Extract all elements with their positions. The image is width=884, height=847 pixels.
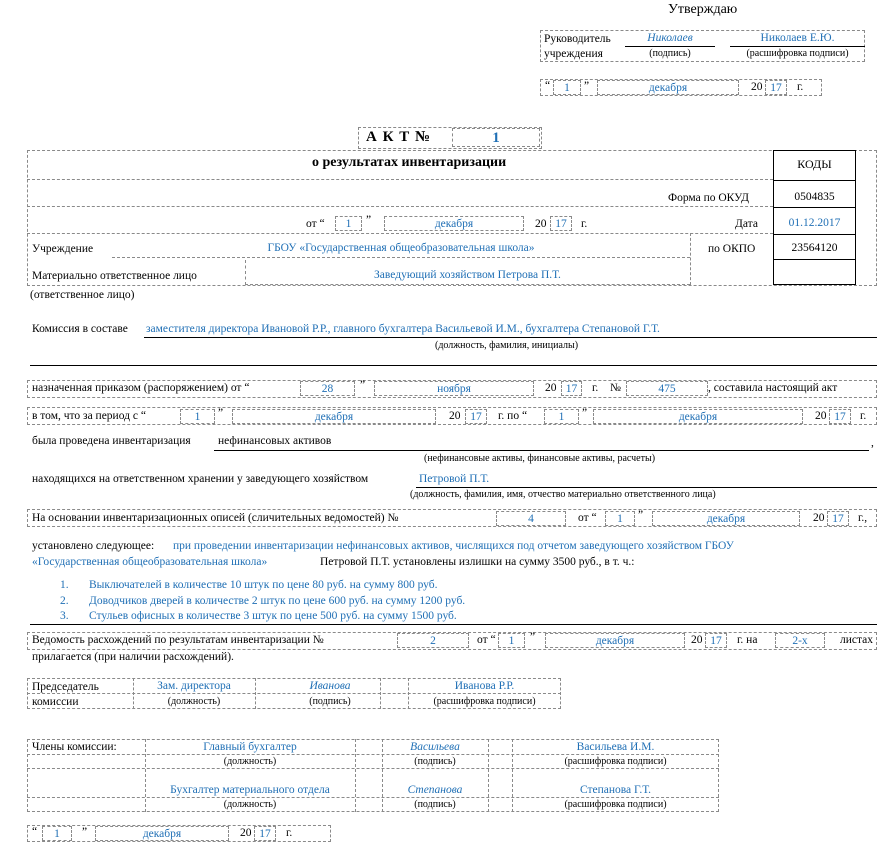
final-year-unit: г. (286, 827, 293, 839)
basis-year: 17 (827, 511, 849, 526)
statement-month: декабря (545, 633, 685, 648)
basis-year-unit: г., (858, 512, 868, 524)
commission-value: заместителя директора Ивановой Р.Р., главного бухгалтера Васильевой И.М., бухгалтера Степановой Г.Т. (146, 323, 660, 335)
codes-sep-4 (773, 259, 856, 260)
date-label: Дата (735, 218, 758, 230)
findings-line (30, 624, 877, 625)
order-num-sign: № (610, 382, 621, 394)
commission-line-2 (30, 365, 877, 366)
approve-year-prefix: 20 (751, 81, 763, 93)
statement-year-prefix: 20 (691, 634, 703, 646)
act-number: 1 (452, 128, 540, 147)
period-from-year: 17 (465, 409, 487, 424)
head-label-2: учреждения (544, 48, 603, 60)
members-sep-1 (27, 754, 719, 755)
approve-line-sig (625, 46, 715, 47)
members-label: Члены комиссии: (32, 741, 117, 753)
approve-q-open: “ (545, 80, 551, 92)
custody-caption: (должность, фамилия, имя, отчество материально ответственного лица) (410, 489, 716, 500)
chairman-position: Зам. директора (157, 680, 231, 692)
responsible-line (245, 284, 690, 285)
custody-line (416, 487, 877, 488)
codes-sep-1 (773, 180, 856, 181)
okpo-value: 23564120 (791, 242, 838, 254)
custody-value: Петровой П.Т. (419, 473, 490, 485)
period-year-prefix-1: 20 (449, 410, 461, 422)
inventory-value: нефинансовых активов (218, 435, 332, 447)
basis-from: от “ (578, 512, 597, 524)
institution-sep (690, 233, 691, 285)
final-month: декабря (95, 826, 229, 841)
institution-line (112, 257, 690, 258)
order-year: 17 (561, 381, 582, 396)
order-q-close: ” (360, 379, 366, 391)
findings-item-num: 2. (60, 595, 69, 607)
period-to-label: г. по “ (498, 410, 528, 422)
member-cap-position: (должность) (223, 756, 277, 767)
chairman-col-3 (380, 678, 381, 709)
member-cap-signature: (подпись) (414, 799, 456, 810)
findings-item-text: Стульев офисных в количестве 3 штук по цене 500 руб. на сумму 1500 руб. (89, 610, 457, 622)
custody-label: находящихся на ответственном хранении у заведующего хозяйством (32, 473, 369, 485)
period-from-day: 1 (180, 409, 215, 424)
approve-year-unit: г. (797, 81, 804, 93)
commission-caption: (должность, фамилия, инициалы) (435, 340, 579, 351)
findings-item-text: Доводчиков дверей в количестве 2 штук по цене 600 руб. на сумму 1200 руб. (89, 595, 466, 607)
okud-value: 0504835 (794, 191, 835, 203)
findings-item-num: 3. (60, 610, 69, 622)
period-to-month: декабря (593, 409, 803, 424)
final-day: 1 (42, 826, 72, 841)
statement-sheets: 2-х (775, 633, 825, 648)
codes-sep-2 (773, 207, 856, 208)
okpo-label: по ОКПО (708, 243, 756, 255)
findings-label: установлено следующее: (32, 540, 155, 552)
period-to-day: 1 (544, 409, 579, 424)
chairman-cap-name: (расшифровка подписи) (433, 696, 536, 707)
basis-number: 4 (496, 511, 566, 526)
commission-label: Комиссия в составе (32, 323, 128, 335)
statement-sheets-label: листах (840, 634, 874, 646)
members-col-2 (355, 739, 356, 812)
chairman-cap-position: (должность) (167, 696, 221, 707)
members-col-4 (488, 739, 489, 812)
order-number: 475 (626, 381, 708, 396)
period-year-prefix-2: 20 (815, 410, 827, 422)
responsible-value: Заведующий хозяйством Петрова П.Т. (374, 269, 561, 281)
chairman-col-2 (255, 678, 256, 709)
basis-q-close: ” (638, 509, 644, 521)
responsible-caption: (ответственное лицо) (30, 289, 135, 301)
chairman-signature: Иванова (309, 680, 351, 692)
approve-month: декабря (597, 80, 739, 95)
date-value: 01.12.2017 (788, 217, 841, 229)
codes-sep-3 (773, 234, 856, 235)
basis-label: На основании инвентаризационных описей (сличительных ведомостей) № (32, 512, 399, 524)
order-year-prefix: 20 (545, 382, 557, 394)
period-label: в том, что за период с “ (32, 410, 146, 422)
member-position: Главный бухгалтер (203, 741, 297, 753)
final-year-prefix: 20 (240, 827, 252, 839)
final-q-open: “ (32, 826, 38, 838)
act-year: 17 (550, 216, 572, 231)
period-from-month: декабря (232, 409, 436, 424)
approve-line-name (730, 46, 865, 47)
statement-q-close: ” (530, 631, 536, 643)
member-position: Бухгалтер материального отдела (170, 784, 330, 796)
institution-value: ГБОУ «Государственная общеобразовательная школа» (267, 242, 535, 254)
approve-cap-name: (расшифровка подписи) (746, 48, 849, 59)
chairman-row-sep (27, 693, 561, 694)
act-year-prefix: 20 (535, 218, 547, 230)
basis-year-prefix: 20 (813, 512, 825, 524)
basis-month: декабря (652, 511, 800, 526)
statement-number: 2 (397, 633, 469, 648)
inventory-comma: , (871, 437, 874, 449)
inventory-caption: (нефинансовые активы, финансовые активы, расчеты) (424, 453, 656, 464)
order-year-unit: г. (592, 382, 599, 394)
approve-name: Николаев Е.Ю. (760, 32, 835, 44)
act-month: декабря (384, 216, 524, 231)
order-label: назначенная приказом (распоряжением) от “ (32, 382, 250, 394)
approve-title: Утверждаю (668, 2, 738, 17)
order-month: ноября (374, 381, 534, 396)
institution-label: Учреждение (32, 243, 94, 255)
act-q-close: ” (366, 214, 372, 226)
findings-line2b: Петровой П.Т. установлены излишки на сумму 3500 руб., в т. ч.: (320, 556, 635, 568)
act-title: А К Т № (366, 129, 432, 145)
statement-year: 17 (705, 633, 727, 648)
approve-cap-signature: (подпись) (649, 48, 691, 59)
chairman-label-2: комиссии (32, 696, 79, 708)
commission-line (144, 337, 877, 338)
findings-line1: при проведении инвентаризации нефинансовых активов, числящихся под отчетом заведующего хозяйством ГБОУ (173, 540, 734, 552)
statement-from: от “ (477, 634, 496, 646)
statement-day: 1 (498, 633, 525, 648)
act-row-sep-2 (27, 206, 773, 207)
act-row-sep-1 (27, 179, 773, 180)
statement-year-unit: г. на (737, 634, 758, 646)
period-to-year: 17 (829, 409, 851, 424)
member-cap-name: (расшифровка подписи) (564, 799, 667, 810)
member-name: Степанова Г.Т. (579, 784, 652, 796)
chairman-name: Иванова Р.Р. (454, 680, 515, 692)
member-name: Васильева И.М. (576, 741, 655, 753)
chairman-cap-signature: (подпись) (309, 696, 351, 707)
period-q-close-1: ” (218, 407, 224, 419)
approve-year: 17 (765, 80, 787, 95)
final-q-close: ” (82, 826, 88, 838)
inventory-label: была проведена инвентаризация (32, 435, 191, 447)
findings-line2a: «Государственная общеобразовательная школа» (32, 556, 268, 568)
act-subtitle: о результатах инвентаризации (312, 155, 507, 170)
member-cap-position: (должность) (223, 799, 277, 810)
chairman-label-1: Председатель (32, 681, 99, 693)
members-sep-2 (27, 768, 719, 769)
responsible-label: Материально ответственное лицо (32, 270, 197, 282)
findings-item-num: 1. (60, 579, 69, 591)
period-year-unit: г. (860, 410, 867, 422)
member-signature: Васильева (410, 741, 460, 753)
statement-line2: прилагается (при наличии расхождений). (32, 651, 234, 663)
members-sep-3 (27, 797, 719, 798)
approve-signature: Николаев (647, 32, 693, 44)
codes-header: КОДЫ (797, 157, 832, 171)
member-signature: Степанова (407, 784, 463, 796)
head-label-1: Руководитель (544, 33, 611, 45)
inventory-line (214, 450, 869, 451)
act-year-unit: г. (581, 218, 588, 230)
act-from: от “ (306, 218, 325, 230)
period-q-close-2: ” (582, 407, 588, 419)
approve-q-close: ” (584, 80, 590, 92)
statement-label: Ведомость расхождений по результатам инвентаризации № (32, 634, 324, 646)
findings-item-text: Выключателей в количестве 10 штук по цене 80 руб. на сумму 800 руб. (89, 579, 438, 591)
okud-label: Форма по ОКУД (668, 192, 749, 204)
order-day: 28 (300, 381, 355, 396)
order-tail: , составила настоящий акт (708, 382, 838, 394)
final-year: 17 (254, 826, 276, 841)
approve-day: 1 (553, 80, 581, 95)
act-day: 1 (335, 216, 362, 231)
act-row-sep-3 (27, 233, 773, 234)
member-cap-signature: (подпись) (414, 756, 456, 767)
member-cap-name: (расшифровка подписи) (564, 756, 667, 767)
basis-day: 1 (605, 511, 635, 526)
